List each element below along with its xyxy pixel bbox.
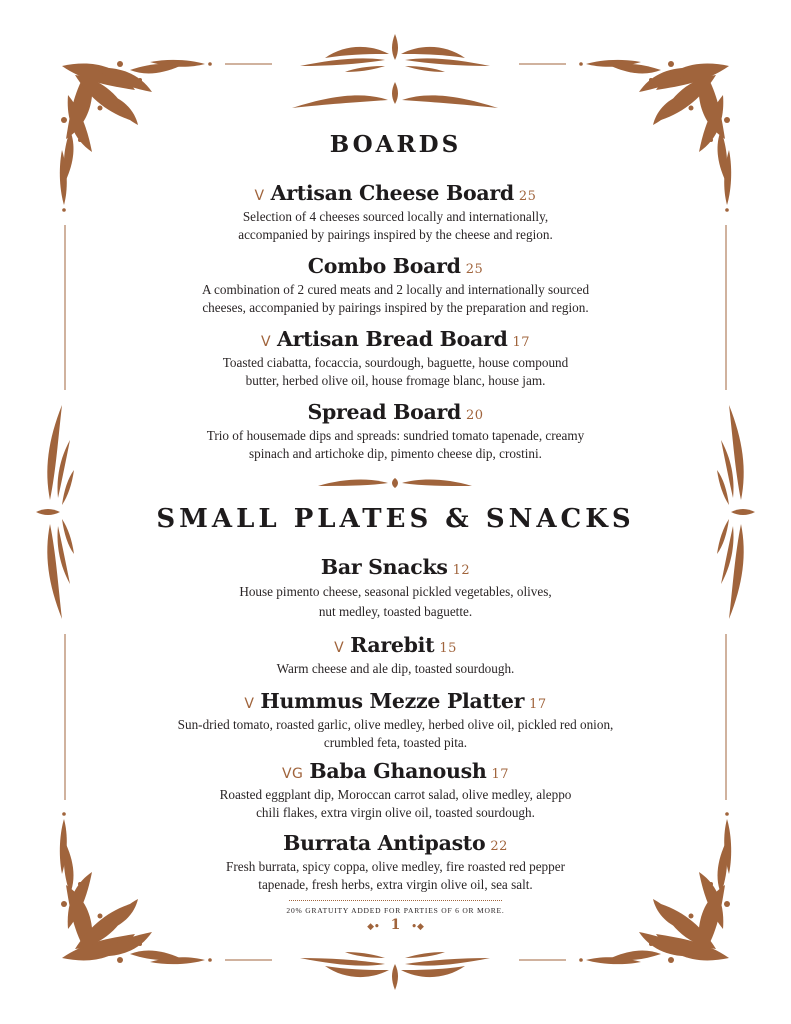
vegetarian-badge: V bbox=[334, 640, 345, 656]
menu-item bbox=[120, 397, 671, 463]
item-name: Artisan Cheese Board bbox=[270, 181, 514, 205]
desc-line: Roasted eggplant dip, Moroccan carrot salad, olive medley, aleppo bbox=[219, 787, 572, 802]
desc-line: nut medley, toasted baguette. bbox=[318, 604, 473, 619]
item-description bbox=[120, 858, 671, 894]
item-price: 17 bbox=[512, 335, 531, 350]
section-title-small-plates: SMALL PLATES & SNACKS bbox=[156, 504, 635, 534]
item-price: 12 bbox=[452, 563, 471, 578]
menu-item bbox=[120, 178, 671, 244]
item-price: 25 bbox=[465, 262, 484, 277]
desc-line: A combination of 2 cured meats and 2 locally and internationally sourced bbox=[201, 282, 590, 297]
item-name: Rarebit bbox=[350, 633, 435, 657]
item-price: 17 bbox=[491, 767, 510, 782]
item-name: Combo Board bbox=[307, 254, 461, 278]
diamond-left-icon: ◆• bbox=[367, 922, 380, 932]
page-number bbox=[0, 917, 791, 933]
item-description bbox=[120, 281, 671, 317]
item-description bbox=[120, 354, 671, 390]
item-description bbox=[120, 716, 671, 752]
item-description bbox=[120, 582, 671, 622]
desc-line: Selection of 4 cheeses sourced locally and internationally, bbox=[242, 209, 549, 224]
desc-line: Warm cheese and ale dip, toasted sourdough. bbox=[276, 661, 515, 676]
desc-line: Toasted ciabatta, focaccia, sourdough, baguette, house compound bbox=[222, 355, 569, 370]
item-price: 15 bbox=[439, 641, 457, 656]
menu-item bbox=[120, 251, 671, 317]
menu-item bbox=[120, 686, 671, 752]
desc-line: Trio of housemade dips and spreads: sundried tomato tapenade, creamy bbox=[206, 428, 585, 443]
item-name: Burrata Antipasto bbox=[283, 831, 486, 855]
desc-line: crumbled feta, toasted pita. bbox=[323, 735, 468, 750]
item-name: Hummus Mezze Platter bbox=[260, 689, 525, 713]
item-description bbox=[120, 208, 671, 244]
item-description bbox=[120, 660, 671, 678]
vegetarian-badge: V bbox=[254, 188, 265, 204]
item-price: 20 bbox=[466, 408, 484, 423]
desc-line: Fresh burrata, spicy coppa, olive medley, fire roasted red pepper bbox=[226, 859, 565, 874]
desc-line: accompanied by pairings inspired by the cheese and region. bbox=[238, 227, 553, 242]
page-number-value: 1 bbox=[390, 917, 401, 933]
menu-item bbox=[120, 630, 671, 678]
item-description bbox=[120, 427, 671, 463]
item-name: Spread Board bbox=[307, 400, 461, 424]
menu-item bbox=[120, 552, 671, 622]
gratuity-note: 20% GRATUITY ADDED FOR PARTIES OF 6 OR MORE. bbox=[286, 906, 505, 915]
item-description bbox=[120, 786, 671, 822]
vegan-badge: VG bbox=[281, 766, 304, 782]
desc-line: spinach and artichoke dip, pimento cheese dip, crostini. bbox=[249, 446, 542, 461]
item-price: 17 bbox=[529, 697, 547, 712]
desc-line: cheeses, accompanied by pairings inspired by the preparation and region. bbox=[202, 300, 589, 315]
diamond-right-icon: •◆ bbox=[411, 922, 424, 932]
item-name: Bar Snacks bbox=[320, 555, 448, 579]
desc-line: chili flakes, extra virgin olive oil, toasted sourdough. bbox=[256, 805, 535, 820]
desc-line: butter, herbed olive oil, house fromage blanc, house jam. bbox=[245, 373, 546, 388]
section-title-boards: BOARDS bbox=[329, 131, 462, 158]
item-price: 25 bbox=[518, 189, 537, 204]
vegetarian-badge: V bbox=[244, 696, 255, 712]
desc-line: House pimento cheese, seasonal pickled vegetables, olives, bbox=[239, 584, 552, 599]
desc-line: tapenade, fresh herbs, extra virgin olive oil, sea salt. bbox=[258, 877, 533, 892]
menu-item bbox=[120, 828, 671, 894]
menu-item bbox=[120, 324, 671, 390]
item-name: Baba Ghanoush bbox=[309, 759, 487, 783]
footer-divider bbox=[289, 900, 502, 901]
desc-line: Sun-dried tomato, roasted garlic, olive medley, herbed olive oil, pickled red onion, bbox=[177, 717, 614, 732]
vegetarian-badge: V bbox=[260, 334, 272, 350]
item-price: 22 bbox=[490, 839, 508, 854]
menu-item bbox=[120, 756, 671, 822]
item-name: Artisan Bread Board bbox=[277, 327, 508, 351]
